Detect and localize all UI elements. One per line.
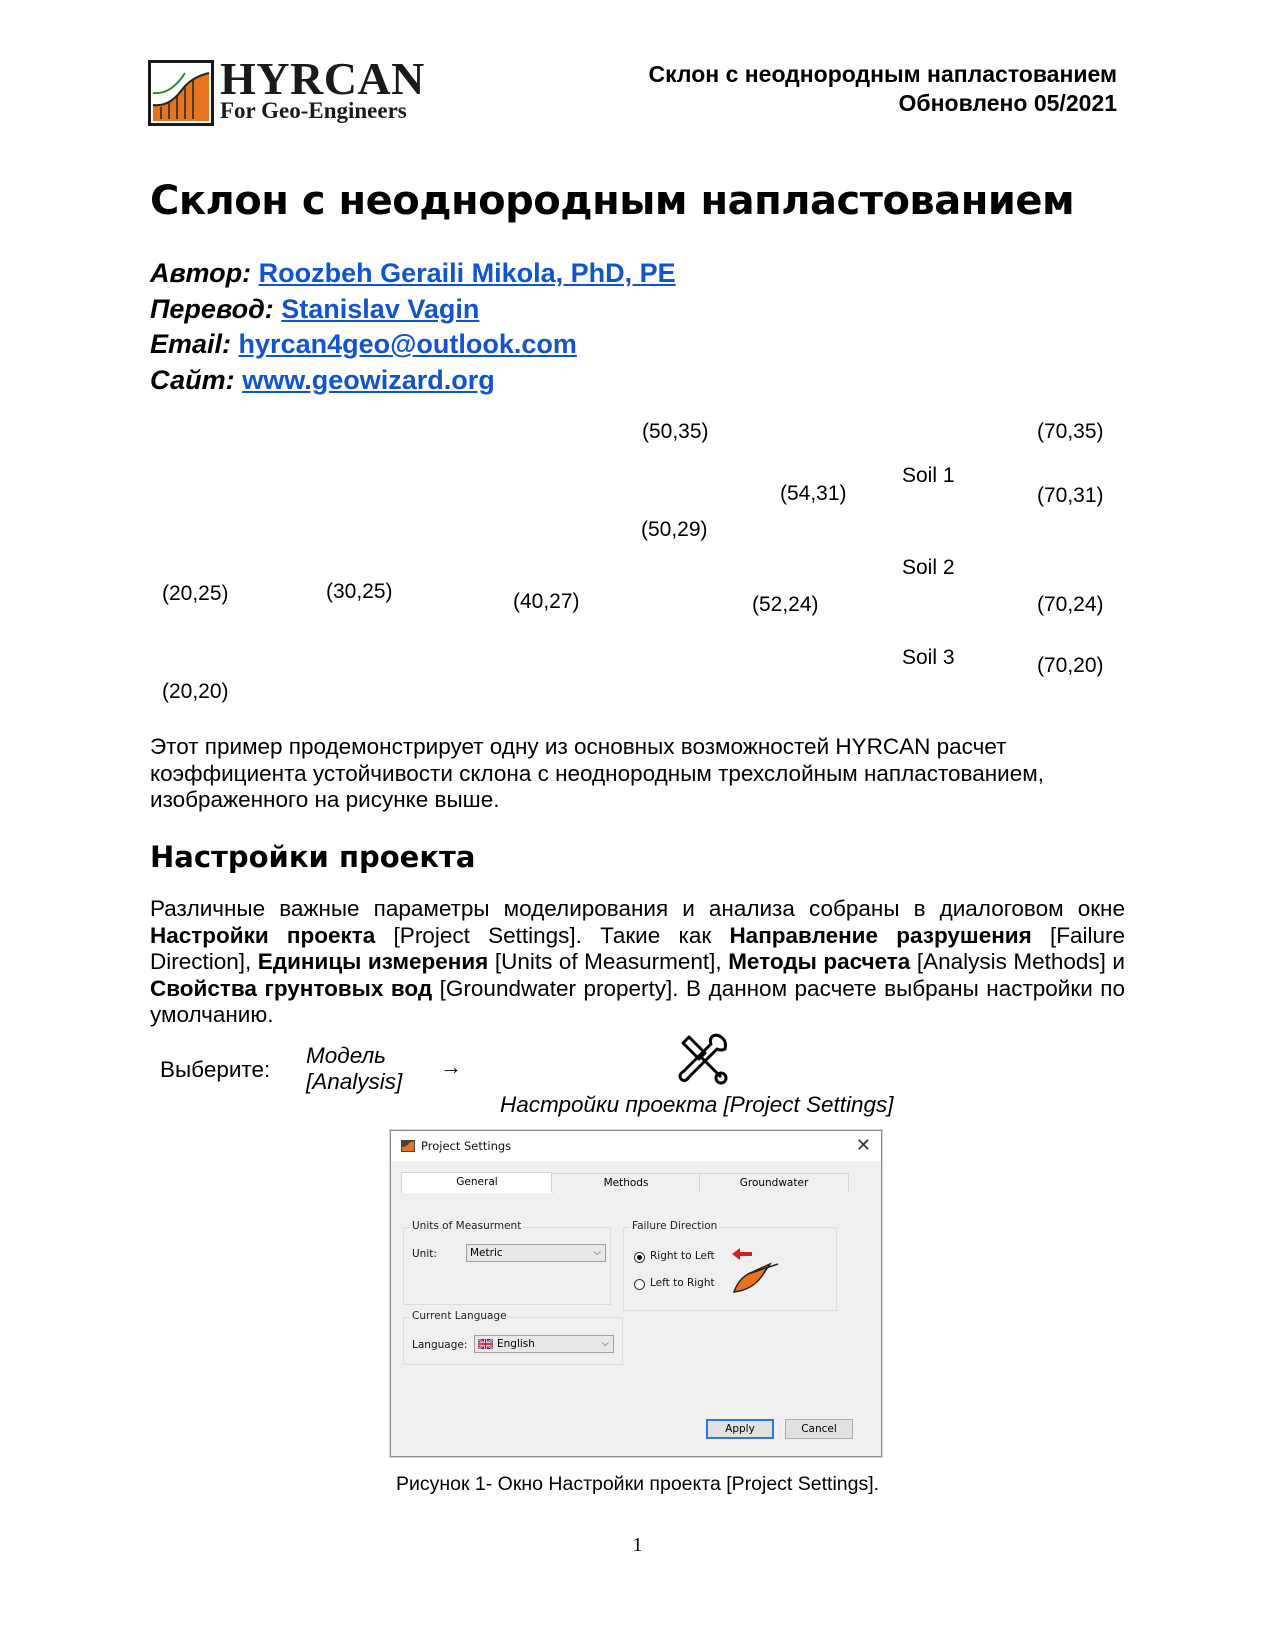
point-label: (20,25): [162, 582, 229, 605]
email-label: Email:: [150, 329, 232, 359]
point-label: (50,35): [642, 420, 709, 443]
logo-subtitle: For Geo-Engineers: [220, 98, 407, 123]
soil-2-label: Soil 2: [902, 556, 955, 579]
point-label: (70,24): [1037, 593, 1104, 616]
document-meta: [150, 256, 676, 398]
email-link[interactable]: hyrcan4geo@outlook.com: [238, 329, 577, 359]
apply-button[interactable]: Apply: [706, 1419, 774, 1439]
tab-general[interactable]: General: [401, 1172, 553, 1193]
failure-direction-group-label: Failure Direction: [632, 1220, 718, 1232]
tab-groundwater[interactable]: Groundwater: [699, 1173, 849, 1192]
soil-3-label: Soil 3: [902, 646, 955, 669]
page-title: Склон с неоднородным напластованием: [150, 178, 1075, 224]
chevron-down-icon: ⌵: [601, 1338, 609, 1349]
project-settings-tools-icon: [675, 1033, 731, 1087]
close-icon[interactable]: ✕: [855, 1135, 871, 1156]
section-paragraph: Различные важные параметры моделирования и анализа собраны в диалоговом окне Настройки проекта [Project Settings]. Такие как Направление разрушения [Failure Direction], Единицы измерения [Units of Measurment], Методы расчета [Analysis Methods] и Свойства грунтовых вод [Groundwater property]. В данном расчете выбраны настройки по умолчанию.: [150, 896, 1126, 1027]
dialog-tabs: [401, 1173, 871, 1193]
point-label: (52,24): [752, 593, 819, 616]
radio-right-to-left[interactable]: [634, 1252, 645, 1263]
point-label: (54,31): [780, 482, 847, 505]
section-heading: Настройки проекта: [150, 840, 476, 874]
logo-slope-icon: [148, 60, 214, 126]
uk-flag-icon: [478, 1339, 493, 1349]
site-label: Сайт:: [150, 364, 235, 395]
figure-caption: Рисунок 1- Окно Настройки проекта [Project Settings].: [395, 1473, 880, 1495]
unit-select[interactable]: Metric ⌵: [466, 1244, 606, 1262]
page-number: 1: [632, 1534, 643, 1556]
soil-1-label: Soil 1: [902, 464, 955, 487]
point-label: (70,31): [1037, 484, 1104, 507]
header-updated: Обновлено 05/2021: [898, 90, 1117, 116]
author-label: Автор:: [150, 258, 252, 288]
translator-label: Перевод:: [150, 293, 274, 324]
menu-path-line-2: [Analysis]: [306, 1069, 403, 1094]
arrow-icon: →: [440, 1054, 462, 1079]
translator-link[interactable]: Stanislav Vagin: [281, 293, 480, 324]
radio-right-to-left-label[interactable]: Right to Left: [650, 1250, 715, 1262]
point-label: (40,27): [513, 590, 580, 613]
menu-path: [306, 1043, 402, 1095]
running-header: [649, 60, 1117, 118]
unit-label: Unit:: [412, 1248, 437, 1260]
hyrcan-logo: [148, 53, 448, 130]
project-settings-dialog: [390, 1130, 882, 1457]
units-group-label: Units of Measurment: [412, 1220, 522, 1232]
header-doc-title: Склон с неоднородным напластованием: [648, 61, 1117, 87]
failure-direction-icon: [730, 1246, 790, 1296]
intro-paragraph: Этот пример продемонстрирует одну из основных возможностей HYRCAN расчет коэффициента устойчивости склона с неоднородным трехслойным напластованием, изображенного на рисунке выше.: [150, 734, 1044, 812]
choose-label: Выберите:: [160, 1057, 271, 1082]
slope-diagram: [0, 400, 1275, 720]
language-select[interactable]: English ⌵: [474, 1335, 614, 1353]
tab-methods[interactable]: Methods: [551, 1173, 701, 1192]
tool-caption: Настройки проекта [Project Settings]: [500, 1092, 894, 1117]
language-label: Language:: [412, 1339, 468, 1351]
radio-left-to-right[interactable]: [634, 1279, 645, 1290]
cancel-button[interactable]: Cancel: [785, 1419, 853, 1439]
point-label: (30,25): [326, 580, 393, 603]
point-label: (70,20): [1037, 654, 1104, 677]
point-label: (70,35): [1037, 420, 1104, 443]
failure-direction-group: [623, 1220, 837, 1311]
dialog-titlebar: [391, 1131, 881, 1161]
menu-path-line-1: Модель: [306, 1043, 386, 1068]
language-group: [403, 1310, 623, 1365]
logo-title: HYRCAN: [220, 53, 425, 104]
point-label: (20,20): [162, 680, 229, 703]
chevron-down-icon: ⌵: [593, 1247, 601, 1258]
radio-left-to-right-label[interactable]: Left to Right: [650, 1277, 715, 1289]
point-label: (50,29): [641, 518, 708, 541]
language-group-label: Current Language: [412, 1310, 507, 1322]
app-icon: [401, 1140, 415, 1152]
author-link[interactable]: Roozbeh Geraili Mikola, PhD, PE: [258, 258, 676, 288]
site-link[interactable]: www.geowizard.org: [242, 364, 495, 395]
dialog-title: Project Settings: [421, 1139, 512, 1153]
units-group: [403, 1220, 611, 1305]
